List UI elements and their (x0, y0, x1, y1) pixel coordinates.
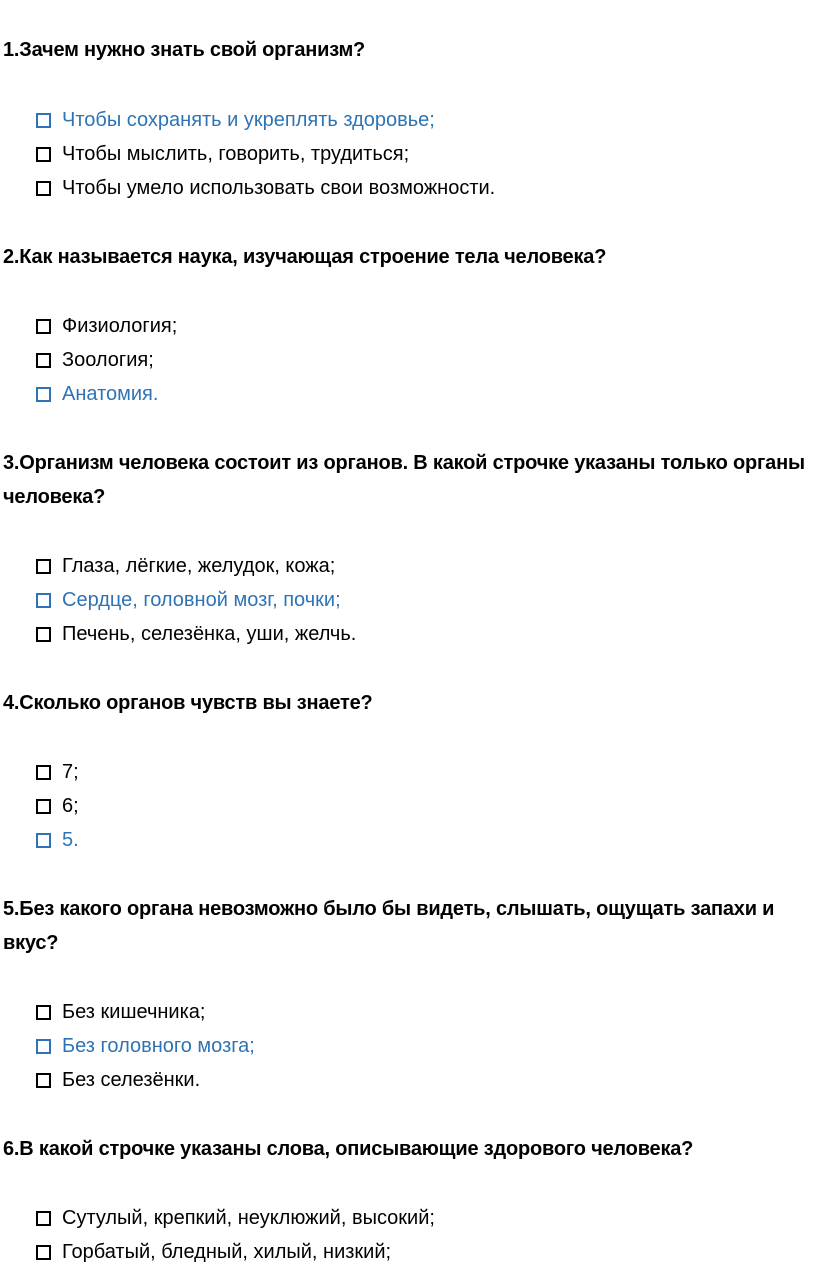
question-2-option-1[interactable] (36, 311, 177, 341)
question-1-option-3[interactable] (36, 173, 495, 203)
question-4-title: 4.Сколько органов чувств вы знаете? (3, 692, 373, 714)
question-3-option-3[interactable] (36, 619, 356, 649)
option-label: Сердце, головной мозг, почки; (62, 588, 341, 611)
question-5-option-2[interactable] (36, 1031, 255, 1061)
question-1-option-2[interactable] (36, 139, 409, 169)
option-label: Зоология; (62, 348, 154, 371)
option-label: Горбатый, бледный, хилый, низкий; (62, 1240, 392, 1263)
question-3-option-2[interactable] (36, 585, 341, 615)
question-1-title: 1.Зачем нужно знать свой организм? (3, 39, 366, 61)
checkbox-icon[interactable] (36, 627, 51, 642)
question-6-title: 6.В какой строчке указаны слова, описывающие здорового человека? (3, 1138, 694, 1160)
question-3-title: 3.Организм человека состоит из органов. В какой строчке указаны только органы человека? (3, 452, 805, 508)
checkbox-icon[interactable] (36, 1073, 51, 1088)
checkbox-icon[interactable] (36, 1005, 51, 1020)
option-label: 6; (62, 794, 79, 817)
question-6-option-1[interactable] (36, 1203, 435, 1233)
checkbox-icon[interactable] (36, 799, 51, 814)
question-4-option-3[interactable] (36, 825, 79, 855)
question-5-option-1[interactable] (36, 997, 205, 1027)
question-4-option-1[interactable] (36, 757, 79, 787)
checkbox-icon[interactable] (36, 593, 51, 608)
question-2-option-3[interactable] (36, 379, 158, 409)
option-label: Физиология; (62, 314, 178, 337)
option-label: Чтобы сохранять и укреплять здоровье; (62, 108, 435, 131)
checkbox-icon[interactable] (36, 1039, 51, 1054)
option-label: Чтобы мыслить, говорить, трудиться; (62, 142, 410, 165)
option-label: Анатомия. (62, 382, 159, 405)
question-5-option-3[interactable] (36, 1065, 200, 1095)
option-label: 5. (62, 828, 79, 851)
question-2-option-2[interactable] (36, 345, 154, 375)
question-3-option-1[interactable] (36, 551, 335, 581)
option-label: Без селезёнки. (62, 1068, 201, 1091)
checkbox-icon[interactable] (36, 765, 51, 780)
checkbox-icon[interactable] (36, 113, 51, 128)
checkbox-icon[interactable] (36, 1211, 51, 1226)
checkbox-icon[interactable] (36, 833, 51, 848)
option-label: 7; (62, 760, 79, 783)
checkbox-icon[interactable] (36, 353, 51, 368)
option-label: Сутулый, крепкий, неуклюжий, высокий; (62, 1206, 435, 1229)
checkbox-icon[interactable] (36, 147, 51, 162)
checkbox-icon[interactable] (36, 1245, 51, 1260)
option-label: Без головного мозга; (62, 1034, 255, 1057)
option-label: Без кишечника; (62, 1000, 206, 1023)
option-label: Чтобы умело использовать свои возможности. (62, 176, 496, 199)
checkbox-icon[interactable] (36, 319, 51, 334)
question-1-option-1[interactable] (36, 105, 435, 135)
option-label: Глаза, лёгкие, желудок, кожа; (62, 554, 336, 577)
checkbox-icon[interactable] (36, 181, 51, 196)
question-2-title: 2.Как называется наука, изучающая строение тела человека? (3, 246, 607, 268)
checkbox-icon[interactable] (36, 559, 51, 574)
option-label: Печень, селезёнка, уши, желчь. (62, 622, 357, 645)
question-6-option-2[interactable] (36, 1237, 391, 1267)
question-5-title: 5.Без какого органа невозможно было бы видеть, слышать, ощущать запахи и вкус? (3, 898, 775, 954)
checkbox-icon[interactable] (36, 387, 51, 402)
question-4-option-2[interactable] (36, 791, 79, 821)
